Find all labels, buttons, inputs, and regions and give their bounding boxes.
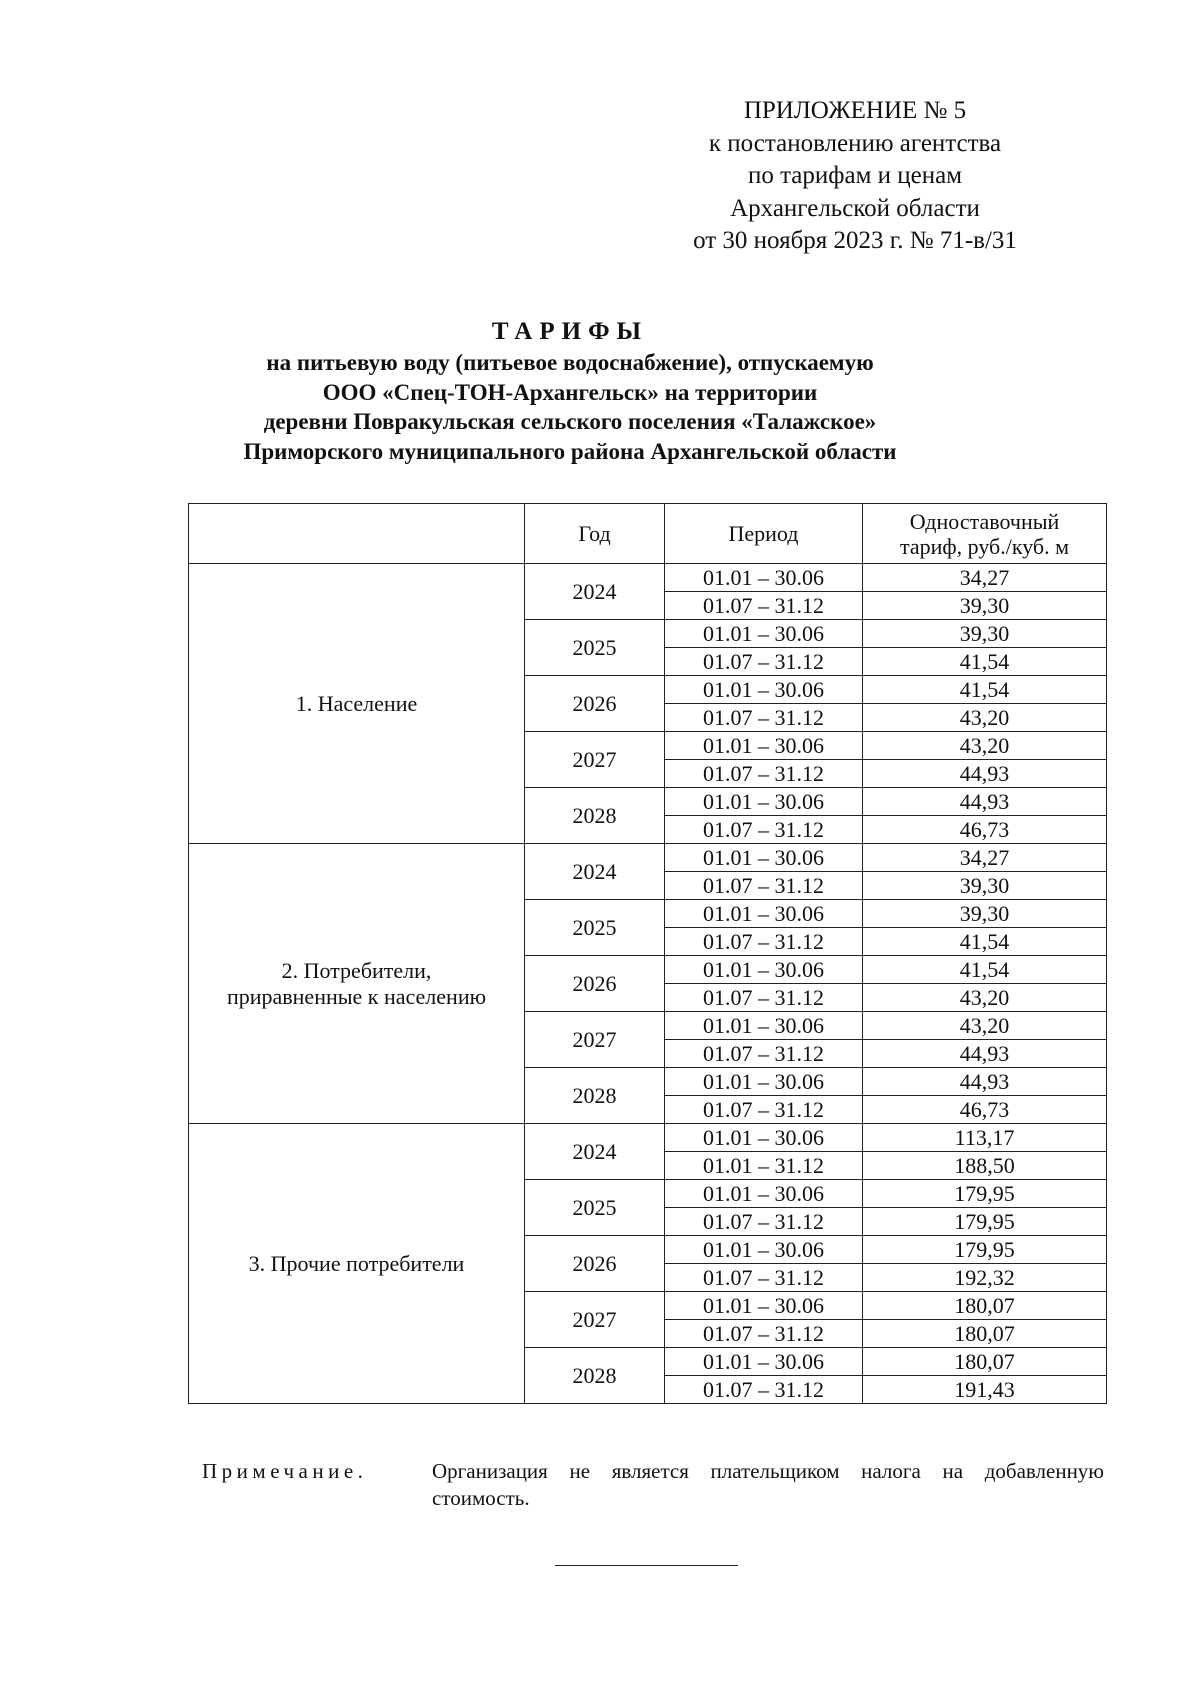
tariff-cell: 179,95 (863, 1180, 1107, 1208)
period-cell: 01.07 – 31.12 (665, 984, 863, 1012)
tariff-cell: 179,95 (863, 1236, 1107, 1264)
period-cell: 01.01 – 30.06 (665, 732, 863, 760)
period-cell: 01.07 – 31.12 (665, 928, 863, 956)
tariff-cell: 192,32 (863, 1264, 1107, 1292)
period-cell: 01.01 – 30.06 (665, 1236, 863, 1264)
period-cell: 01.01 – 30.06 (665, 564, 863, 592)
consumer-group-label: приравненные к населению (226, 983, 487, 1009)
period-cell: 01.07 – 31.12 (665, 872, 863, 900)
consumer-group-label: 1. Население (295, 690, 418, 716)
tariff-cell: 34,27 (863, 564, 1107, 592)
appendix-line: по тарифам и ценам (747, 162, 963, 189)
consumer-group-label: 3. Прочие потребители (248, 1250, 465, 1276)
note-text: Организация не является плательщиком налога на добавленную стоимость. (432, 1459, 1104, 1510)
year-cell: 2025 (525, 1180, 665, 1236)
year-cell: 2024 (525, 1124, 665, 1180)
period-cell: 01.01 – 30.06 (665, 1124, 863, 1152)
year-cell: 2028 (525, 1068, 665, 1124)
header-period: Период (665, 504, 863, 564)
title-line: Приморского муниципального района Архангельской области (243, 438, 897, 464)
tariff-cell: 46,73 (863, 816, 1107, 844)
appendix-number: ПРИЛОЖЕНИЕ № 5 (743, 97, 967, 124)
tariff-cell: 44,93 (863, 1040, 1107, 1068)
note-label: Примечание. (202, 1459, 368, 1483)
year-cell: 2027 (525, 1012, 665, 1068)
tariff-cell: 113,17 (863, 1124, 1107, 1152)
period-cell: 01.01 – 30.06 (665, 844, 863, 872)
tariff-cell: 34,27 (863, 844, 1107, 872)
period-cell: 01.07 – 31.12 (665, 760, 863, 788)
tariff-cell: 44,93 (863, 760, 1107, 788)
header-year: Год (525, 504, 665, 564)
period-cell: 01.01 – 30.06 (665, 1012, 863, 1040)
period-cell: 01.01 – 30.06 (665, 676, 863, 704)
period-cell: 01.01 – 30.06 (665, 788, 863, 816)
bottom-divider (555, 1565, 738, 1566)
consumer-group-cell (189, 844, 525, 1124)
tariff-cell: 180,07 (863, 1292, 1107, 1320)
tariff-cell: 179,95 (863, 1208, 1107, 1236)
tariff-cell: 41,54 (863, 928, 1107, 956)
header-category (189, 504, 525, 564)
consumer-group-cell (189, 1124, 525, 1404)
tariff-cell: 41,54 (863, 648, 1107, 676)
table-header-row (189, 504, 1107, 564)
appendix-date: от 30 ноября 2023 г. № 71-в/31 (693, 227, 1017, 254)
period-cell: 01.07 – 31.12 (665, 592, 863, 620)
period-cell: 01.07 – 31.12 (665, 1320, 863, 1348)
period-cell: 01.07 – 31.12 (665, 1208, 863, 1236)
period-cell: 01.07 – 31.12 (665, 1096, 863, 1124)
appendix-line: к постановлению агентства (708, 129, 1002, 157)
period-cell: 01.01 – 30.06 (665, 1180, 863, 1208)
tariff-cell: 46,73 (863, 1096, 1107, 1124)
tariff-cell: 43,20 (863, 984, 1107, 1012)
year-cell: 2026 (525, 956, 665, 1012)
tariff-cell: 39,30 (863, 620, 1107, 648)
period-cell: 01.01 – 30.06 (665, 1348, 863, 1376)
period-cell: 01.01 – 30.06 (665, 620, 863, 648)
year-cell: 2024 (525, 844, 665, 900)
tariff-cell: 44,93 (863, 788, 1107, 816)
table-row (189, 564, 1107, 592)
tariff-cell: 41,54 (863, 676, 1107, 704)
title-line: ООО «Спец-ТОН-Архангельск» на территории (322, 379, 818, 405)
tariff-cell: 39,30 (863, 872, 1107, 900)
tariff-cell: 39,30 (863, 900, 1107, 928)
tariff-cell: 188,50 (863, 1152, 1107, 1180)
consumer-group-label: 2. Потребители, (281, 957, 432, 983)
title-main: ТАРИФЫ (491, 318, 649, 345)
year-cell: 2024 (525, 564, 665, 620)
year-cell: 2026 (525, 1236, 665, 1292)
tariff-table-body (189, 564, 1107, 1404)
table-row (189, 844, 1107, 872)
tariff-cell: 39,30 (863, 592, 1107, 620)
period-cell: 01.07 – 31.12 (665, 648, 863, 676)
year-cell: 2028 (525, 788, 665, 844)
tariff-cell: 180,07 (863, 1320, 1107, 1348)
year-cell: 2027 (525, 732, 665, 788)
period-cell: 01.07 – 31.12 (665, 816, 863, 844)
tariff-cell: 43,20 (863, 732, 1107, 760)
header-tariff-line: тариф, руб./куб. м (899, 533, 1070, 559)
period-cell: 01.07 – 31.12 (665, 1376, 863, 1404)
year-cell: 2027 (525, 1292, 665, 1348)
tariff-cell: 180,07 (863, 1348, 1107, 1376)
header-tariff-line: Одноставочный (909, 508, 1060, 534)
consumer-group-cell (189, 564, 525, 844)
year-cell: 2025 (525, 900, 665, 956)
year-cell: 2028 (525, 1348, 665, 1404)
appendix-line: Архангельской области (730, 194, 980, 222)
period-cell: 01.01 – 30.06 (665, 1068, 863, 1096)
tariff-cell: 41,54 (863, 956, 1107, 984)
title-line: деревни Повракульская сельского поселения «Талажское» (263, 409, 877, 434)
period-cell: 01.07 – 31.12 (665, 1040, 863, 1068)
period-cell: 01.01 – 30.06 (665, 956, 863, 984)
period-cell: 01.01 – 30.06 (665, 900, 863, 928)
tariff-cell: 191,43 (863, 1376, 1107, 1404)
tariff-table (188, 503, 1107, 1404)
title-line: на питьевую воду (питьевое водоснабжение), отпускаемую (266, 350, 874, 375)
period-cell: 01.07 – 31.12 (665, 1264, 863, 1292)
tariff-cell: 43,20 (863, 1012, 1107, 1040)
tariff-cell: 43,20 (863, 704, 1107, 732)
period-cell: 01.01 – 31.12 (665, 1152, 863, 1180)
year-cell: 2025 (525, 620, 665, 676)
tariff-cell: 44,93 (863, 1068, 1107, 1096)
header-tariff (863, 504, 1107, 564)
period-cell: 01.07 – 31.12 (665, 704, 863, 732)
document-title (150, 316, 990, 466)
period-cell: 01.01 – 30.06 (665, 1292, 863, 1320)
appendix-header (690, 95, 1020, 258)
table-row (189, 1124, 1107, 1152)
year-cell: 2026 (525, 676, 665, 732)
